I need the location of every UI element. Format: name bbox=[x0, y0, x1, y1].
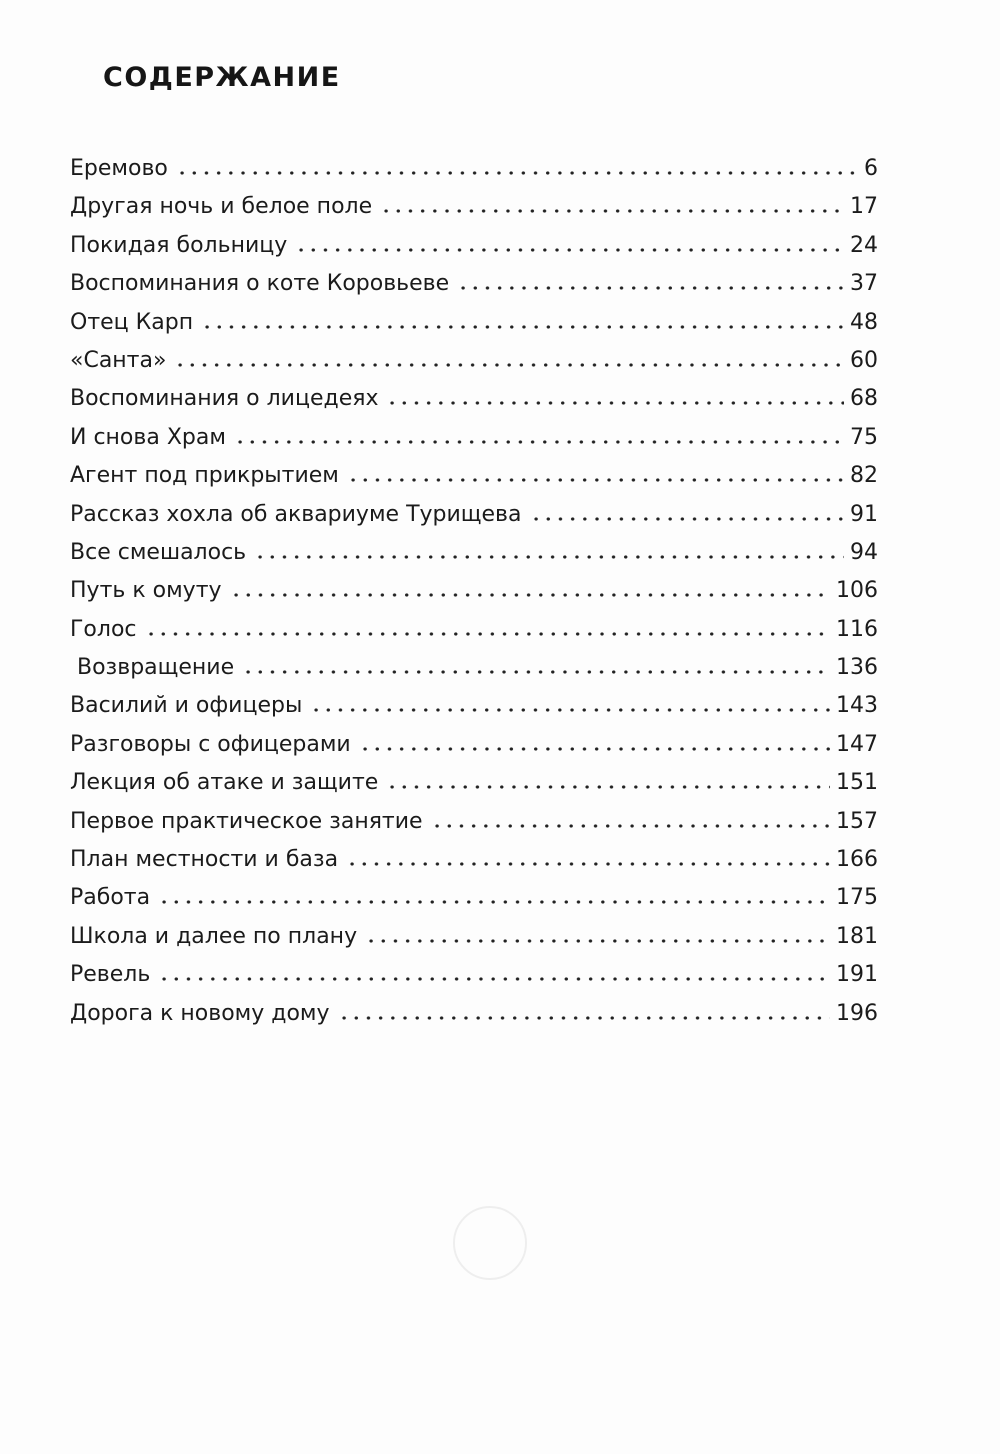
toc-entry bbox=[70, 227, 878, 265]
dot-leader bbox=[242, 670, 830, 674]
toc-entry-title: Путь к омуту bbox=[70, 578, 222, 604]
toc-entry-page: 60 bbox=[850, 347, 878, 373]
toc-entry-title: «Санта» bbox=[70, 347, 167, 373]
toc-entry-title: Воспоминания о лицедеях bbox=[70, 386, 379, 412]
toc-entry bbox=[70, 726, 878, 764]
toc-entry bbox=[70, 764, 878, 802]
dot-leader bbox=[295, 248, 844, 252]
toc-entry-title: Дорога к новому дому bbox=[70, 1000, 330, 1026]
toc-entry-title: Еремово bbox=[70, 156, 168, 181]
toc-entry-page: 151 bbox=[836, 770, 878, 796]
dot-leader bbox=[201, 325, 844, 329]
toc-entry-title: Рассказ хохла об аквариуме Турищева bbox=[70, 501, 522, 527]
dot-leader bbox=[347, 478, 844, 482]
toc-entry-page: 82 bbox=[850, 463, 878, 489]
page-title: СОДЕРЖАНИЕ bbox=[103, 62, 341, 94]
toc-entry bbox=[70, 265, 878, 303]
toc-entry-title: Все смешалось bbox=[70, 539, 247, 565]
toc-entry-page: 196 bbox=[836, 1000, 878, 1026]
dot-leader bbox=[230, 593, 830, 597]
toc-entry-page: 191 bbox=[836, 962, 878, 988]
dot-leader bbox=[346, 862, 830, 866]
dot-leader bbox=[530, 517, 844, 521]
dot-leader bbox=[234, 440, 844, 444]
dot-leader bbox=[457, 286, 844, 290]
toc-entry-page: 94 bbox=[850, 539, 878, 565]
toc-entry-page: 17 bbox=[850, 194, 878, 220]
toc-entry-page: 106 bbox=[836, 578, 878, 604]
toc-entry-page: 24 bbox=[850, 232, 878, 258]
toc-entry-title: Школа и далее по плану bbox=[70, 923, 358, 949]
toc-entry-title: Первое практическое занятие bbox=[70, 808, 423, 834]
toc-entry-title: Покидая больницу bbox=[70, 232, 288, 258]
toc-entry-title: Ревель bbox=[70, 962, 151, 988]
toc-entry-title: Отец Карп bbox=[70, 309, 194, 335]
dot-leader bbox=[380, 209, 844, 213]
dot-leader bbox=[158, 900, 830, 904]
dot-leader bbox=[310, 708, 830, 712]
dot-leader bbox=[431, 824, 830, 828]
toc-entry-page: 37 bbox=[850, 271, 878, 297]
toc-entry-title: Возвращение bbox=[70, 655, 235, 681]
toc-entry-title: Агент под прикрытием bbox=[70, 463, 339, 489]
toc-entry-title: Голос bbox=[70, 616, 137, 642]
toc-entry-page: 75 bbox=[850, 424, 878, 450]
toc-entry-page: 48 bbox=[850, 309, 878, 335]
toc-entry bbox=[70, 572, 878, 610]
toc-entry bbox=[70, 687, 878, 725]
toc-entry bbox=[70, 457, 878, 495]
toc-entry-page: 143 bbox=[836, 693, 878, 719]
table-of-contents bbox=[70, 150, 878, 1033]
toc-entry-page: 91 bbox=[850, 501, 878, 527]
toc-entry-page: 147 bbox=[836, 731, 878, 757]
toc-entry bbox=[70, 803, 878, 841]
toc-entry bbox=[70, 879, 878, 917]
toc-entry-title: Разговоры с офицерами bbox=[70, 731, 351, 757]
toc-entry bbox=[70, 150, 878, 188]
toc-entry bbox=[70, 188, 878, 226]
toc-entry bbox=[70, 956, 878, 994]
show-through-seal bbox=[453, 1206, 527, 1280]
dot-leader bbox=[174, 363, 844, 367]
dot-leader bbox=[386, 401, 844, 405]
toc-entry bbox=[70, 380, 878, 418]
toc-entry bbox=[70, 841, 878, 879]
toc-entry-title: И снова Храм bbox=[70, 424, 226, 450]
toc-entry-title: Воспоминания о коте Коровьеве bbox=[70, 271, 450, 297]
toc-entry bbox=[70, 918, 878, 956]
toc-entry-page: 116 bbox=[836, 616, 878, 642]
toc-entry bbox=[70, 611, 878, 649]
toc-entry-page: 157 bbox=[836, 808, 878, 834]
toc-entry-title: Лекция об атаке и защите bbox=[70, 770, 379, 796]
dot-leader bbox=[386, 785, 830, 789]
dot-leader bbox=[254, 555, 844, 559]
toc-entry bbox=[70, 534, 878, 572]
toc-entry-title: Работа bbox=[70, 885, 151, 911]
toc-entry bbox=[70, 496, 878, 534]
toc-entry-page: 6 bbox=[864, 156, 878, 181]
toc-entry-title: Василий и офицеры bbox=[70, 693, 303, 719]
dot-leader bbox=[145, 632, 831, 636]
toc-entry-page: 166 bbox=[836, 847, 878, 873]
dot-leader bbox=[338, 1016, 830, 1020]
toc-entry-title: План местности и база bbox=[70, 847, 339, 873]
dot-leader bbox=[158, 977, 830, 981]
toc-entry bbox=[70, 419, 878, 457]
toc-entry-page: 68 bbox=[850, 386, 878, 412]
dot-leader bbox=[359, 747, 830, 751]
toc-entry bbox=[70, 995, 878, 1033]
toc-entry bbox=[70, 304, 878, 342]
toc-entry-title: Другая ночь и белое поле bbox=[70, 194, 373, 220]
toc-entry-page: 175 bbox=[836, 885, 878, 911]
dot-leader bbox=[365, 939, 830, 943]
toc-entry-page: 136 bbox=[836, 655, 878, 681]
dot-leader bbox=[176, 171, 858, 175]
toc-entry bbox=[70, 342, 878, 380]
toc-entry-page: 181 bbox=[836, 923, 878, 949]
toc-entry bbox=[70, 649, 878, 687]
